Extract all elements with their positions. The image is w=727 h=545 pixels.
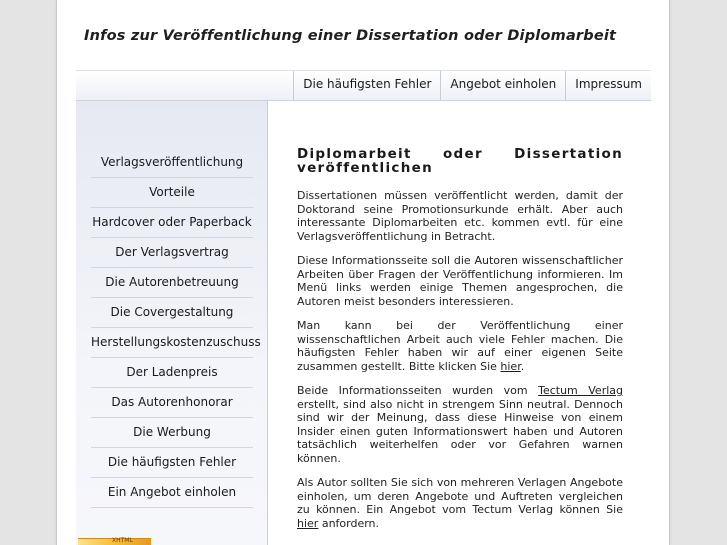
angebot-hier-link[interactable]: hier xyxy=(297,516,319,530)
sidebar-item-herstellungskostenzuschuss[interactable]: Herstellungskostenzuschuss xyxy=(91,328,253,358)
sidebar xyxy=(76,101,268,545)
sidebar-item-autorenbetreuung[interactable]: Die Autorenbetreuung xyxy=(91,268,253,298)
sidebar-item-werbung[interactable]: Die Werbung xyxy=(91,418,253,448)
sidebar-item-ladenpreis[interactable]: Der Ladenpreis xyxy=(91,358,253,388)
sidebar-item-verlagsvertrag[interactable]: Der Verlagsvertrag xyxy=(91,238,253,268)
paragraph-3-text: Man kann bei der Veröffentlichung einer wissenschaftlichen Arbeit auch viele Fehler machen. Die häufigsten Fehler haben wir auf einer eigenen Seite zusammen gestellt. Bitte klicken Sie xyxy=(297,319,623,373)
sidebar-item-verlagsveroeffentlichung[interactable]: Verlagsveröffentlichung xyxy=(91,148,253,178)
top-navigation xyxy=(76,70,651,101)
sidebar-item-autorenhonorar[interactable]: Das Autorenhonorar xyxy=(91,388,253,418)
paragraph-3-end: . xyxy=(520,359,525,373)
sidebar-item-covergestaltung[interactable]: Die Covergestaltung xyxy=(91,298,253,328)
site-title: Infos zur Veröffentlichung einer Dissertation oder Diplomarbeit xyxy=(84,28,617,44)
sidebar-item-hardcover-paperback[interactable]: Hardcover oder Paperback xyxy=(91,208,253,238)
paragraph-5-text: Als Autor sollten Sie sich von mehreren Verlagen Angebote einholen, um deren Angebote und Auftreten vergleichen zu können. Ein Angebot vom Tectum Verlag können Sie xyxy=(297,476,623,516)
paragraph-5 xyxy=(297,476,623,530)
paragraph-3 xyxy=(297,319,623,373)
badge-label: XHTML xyxy=(112,537,133,544)
tectum-verlag-link[interactable]: Tectum Verlag xyxy=(538,384,623,397)
sidebar-item-vorteile[interactable]: Vorteile xyxy=(91,178,253,208)
sidebar-item-angebot-einholen[interactable]: Ein Angebot einholen xyxy=(91,478,253,508)
paragraph-4-rest: erstellt, sind also nicht in strengem Sinn neutral. Dennoch sind wir der Meinung, dass diese Hinweise von einem Insider einen guten Informationswert haben und Autoren tatsächlich weiterhelfen oder vor Gefahren warnen können. xyxy=(297,397,623,465)
topnav-haeufigste-fehler[interactable]: Die häufigsten Fehler xyxy=(293,71,440,100)
topnav-impressum[interactable]: Impressum xyxy=(565,71,651,100)
paragraph-1: Dissertationen müssen veröffentlicht werden, damit der Doktorand seine Promotionsurkunde erhält. Aber auch interessante Diplomarbeiten etc. kommen evtl. für eine Verlagsveröffentlichung in Betracht. xyxy=(297,189,623,243)
topnav-angebot-einholen[interactable]: Angebot einholen xyxy=(440,71,565,100)
page-title: Diplomarbeit oder Dissertation veröffentlichen xyxy=(297,146,623,176)
sidebar-navigation xyxy=(91,148,261,508)
paragraph-2: Diese Informationsseite soll die Autoren wissenschaftlicher Arbeiten über Fragen der Veröffentlichung informieren. Im Menü links werden einige Themen angesprochen, die Autoren meist besonders interessieren. xyxy=(297,254,623,308)
sidebar-item-haeufigste-fehler[interactable]: Die häufigsten Fehler xyxy=(91,448,253,478)
article xyxy=(297,147,623,541)
paragraph-5-rest: anfordern. xyxy=(318,516,380,530)
paragraph-4 xyxy=(297,384,623,465)
main-content xyxy=(268,101,651,545)
paragraph-4-text: Beide Informationsseiten wurden vom xyxy=(297,384,539,397)
xhtml-validator-badge[interactable] xyxy=(78,538,151,545)
fehler-hier-link[interactable]: hier xyxy=(500,359,521,373)
page-container xyxy=(56,0,670,545)
